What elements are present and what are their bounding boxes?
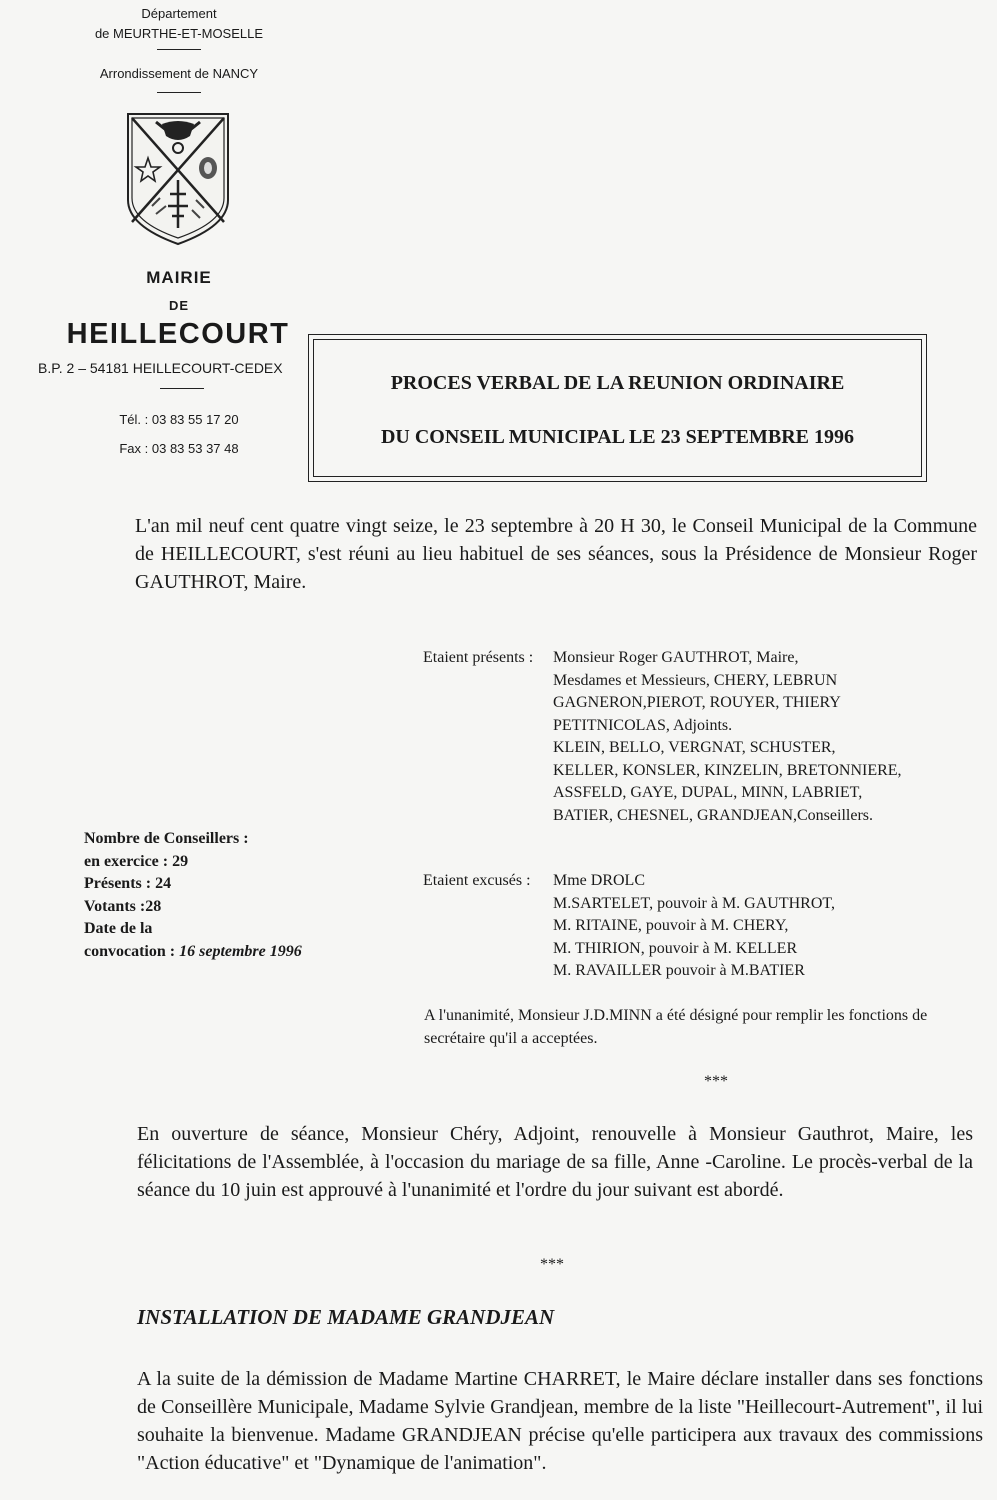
list-item: PETITNICOLAS, Adjoints. [553, 716, 733, 734]
de-label: DE [168, 298, 190, 313]
arrondissement: Arrondissement de NANCY [99, 66, 259, 81]
stats-votants: Votants :28 [84, 897, 162, 915]
phone-number: Tél. : 03 83 55 17 20 [119, 412, 239, 427]
list-item: M. RAVAILLER pouvoir à M.BATIER [553, 962, 805, 979]
list-item: ASSFELD, GAYE, DUPAL, MINN, LABRIET, [553, 784, 863, 801]
title-line2: DU CONSEIL MUNICIPAL LE 23 SEPTEMBRE 1996 [380, 426, 855, 448]
list-item: M.SARTELET, pouvoir à M. GAUTHROT, [553, 894, 835, 912]
presents-label: Etaient présents : [423, 649, 534, 666]
stats-en-exercice: en exercice : 29 [84, 852, 189, 870]
fax-number: Fax : 03 83 53 37 48 [119, 441, 239, 456]
section-heading: INSTALLATION DE MADAME GRANDJEAN [137, 1305, 555, 1329]
divider [160, 388, 204, 389]
departement [60, 4, 298, 44]
stats-heading: Nombre de Conseillers : [84, 830, 249, 847]
separator: *** [704, 1073, 728, 1090]
stats-presents: Présents : 24 [84, 875, 172, 892]
departement-line1: Département [141, 6, 217, 21]
list-item: Monsieur Roger GAUTHROT, Maire, [553, 649, 799, 666]
title-line1: PROCES VERBAL DE LA REUNION ORDINAIRE [390, 372, 845, 394]
stats-convocation-label: convocation : [84, 942, 176, 960]
stats-date-label: Date de la [84, 920, 153, 937]
list-item: BATIER, CHESNEL, GRANDJEAN,Conseillers. [553, 806, 873, 824]
excuses-list [553, 870, 835, 983]
coat-of-arms-icon [122, 110, 234, 246]
intro-paragraph: L'an mil neuf cent quatre vingt seize, le 23 septembre à 20 H 30, le Conseil Municipal de la Commune de HEILLECOURT, s'est réuni au lieu habituel de ses séances, sous la Présidence de Monsieur Roger GAUTHROT, Maire. [135, 515, 977, 593]
title-box [308, 334, 927, 482]
list-item: GAGNERON,PIEROT, ROUYER, THIERY [553, 694, 841, 711]
council-stats [84, 828, 302, 963]
departement-line2: de MEURTHE-ET-MOSELLE [94, 26, 264, 41]
excuses-label: Etaient excusés : [423, 872, 531, 889]
list-item: KLEIN, BELLO, VERGNAT, SCHUSTER, [553, 739, 836, 756]
list-item: M. THIRION, pouvoir à M. KELLER [553, 939, 798, 957]
mairie-label: MAIRIE [146, 268, 212, 287]
separator: *** [540, 1256, 564, 1273]
list-item: KELLER, KONSLER, KINZELIN, BRETONNIERE, [553, 761, 902, 779]
town-name: HEILLECOURT [66, 318, 290, 350]
list-item: Mme DROLC [553, 872, 645, 889]
installation-paragraph: A la suite de la démission de Madame Martine CHARRET, le Maire déclare installer dans ses fonctions de Conseillère Municipale, Madame Sylvie Grandjean, membre de la liste "Heillecourt-Autrement", il lui souhaite la bienvenue. Madame GRANDJEAN précise qu'elle participera aux travaux des commissions "Action éducative" et "Dynamique de l'animation". [137, 1368, 983, 1474]
list-item: Mesdames et Messieurs, CHERY, LEBRUN [553, 671, 838, 689]
divider [157, 92, 201, 93]
postal-address: B.P. 2 – 54181 HEILLECOURT-CEDEX [38, 360, 283, 376]
contact-info [104, 405, 254, 463]
stats-convocation-date: 16 septembre 1996 [179, 942, 302, 960]
stats-convocation [84, 941, 302, 964]
presents-list [553, 647, 902, 827]
secretary-note: A l'unanimité, Monsieur J.D.MINN a été désigné pour remplir les fonctions de secrétaire qu'il a acceptées. [424, 1007, 928, 1047]
list-item: M. RITAINE, pouvoir à M. CHERY, [553, 917, 789, 934]
opening-paragraph: En ouverture de séance, Monsieur Chéry, Adjoint, renouvelle à Monsieur Gauthrot, Maire, les félicitations de l'Assemblée, à l'occasion du mariage de sa fille, Anne -Caroline. Le procès-verbal de la séance du 10 juin est approuvé à l'unanimité et l'ordre du jour suivant est abordé. [137, 1123, 973, 1201]
divider [157, 49, 201, 50]
